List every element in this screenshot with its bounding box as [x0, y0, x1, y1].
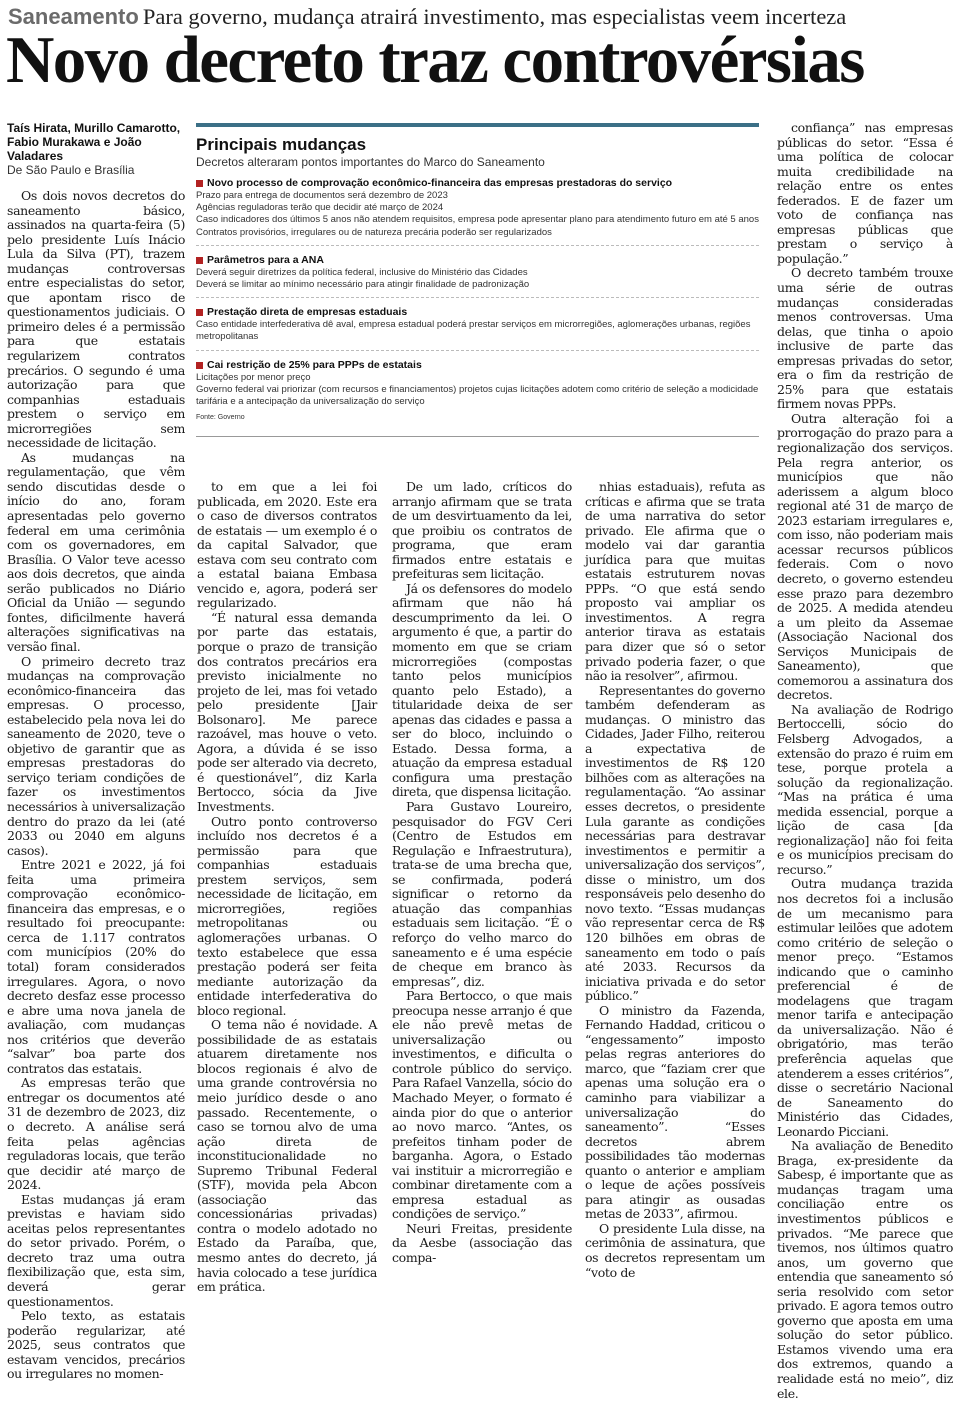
red-square-bullet-icon: [196, 257, 203, 264]
infobox-source: Fonte: Governo: [196, 414, 245, 422]
article-paragraph: Estas mudanças já eram previstas e haviam sido aceitas pelos representantes do setor privado. Porém, o decreto traz uma outra flexibilização que, esta sim, deverá gerar questionamentos.: [7, 1191, 185, 1309]
article-paragraph: O ministro da Fazenda, Fernando Haddad, criticou o “engessamento” imposto pelas regras anteriores do marco, que “faziam crer que apenas uma solução era o caminho para viabilizar a universalização do saneamento”. “Esses decretos abrem possibilidades tão modernas quanto o anterior e ampliam o leque de ações possíveis para atingir as ousadas metas de 2033”, afirmou.: [585, 1002, 765, 1222]
article-column-3: [392, 479, 572, 1265]
article-paragraph: “É natural essa demanda por parte das estatais, porque o prazo de transição dos contratos precários era previsto inicialmente no projeto de lei, mas foi vetado pelo presidente [Jair Bolsonaro]. Me parece razoável, mas houve o veto. Agora, a dúvida é se isso pode ser alterado via decreto, é questionável”, diz Karla Bertocco, sócia da Jive Investments.: [197, 609, 377, 815]
infobox-item: Licitações por menor preço: [196, 371, 311, 383]
infobox-item: Deverá se limitar ao mínimo necessário para atingir finalidade de padronização: [196, 279, 530, 291]
infobox-top-bar: [196, 123, 759, 127]
infobox-item: Governo federal vai priorizar (com recursos e financiamentos) projetos cujas licitações adotem como critério de seleção a modicidade tarifária e a antecipação da universalização do serviço: [196, 383, 759, 408]
article-column-2: [197, 479, 377, 1295]
infobox-section: [196, 177, 759, 246]
article-column-1: [7, 121, 185, 1382]
article-paragraph: Para Bertocco, o que mais preocupa nesse arranjo é que ele não prevê metas de universalização ou investimentos, e dificulta o controle público do serviço. Para Rafael Vanzella, sócio do Machado Meyer, o formato é ainda pior do que o anterior ao novo marco. “Antes, os prefeitos tinham poder de barganha. Agora, o Estado vai instituir a microrregião e combinar diretamente com a empresa estadual as condições de serviço.”: [392, 988, 572, 1222]
section-divider: [196, 245, 759, 246]
red-square-bullet-icon: [196, 180, 203, 187]
red-square-bullet-icon: [196, 309, 203, 316]
infobox-section: [196, 306, 759, 350]
section-label: Saneamento: [8, 4, 139, 29]
infobox-item: Prazo para entrega de documentos será dezembro de 2023: [196, 190, 448, 201]
infobox-item: Agências reguladoras terão que decidir até março de 2024: [196, 202, 444, 214]
article-paragraph: Já os defensores do modelo afirmam que não há descumprimento da lei. O argumento é que, a partir do momento em que se criam microrregiões (compostas tanto pelos municípios quanto pelo Estado), a titularidade deixa de ser apenas das cidades e passa a ser do bloco, incluindo o Estado. Dessa forma, a atuação da empresa estadual configura uma prestação direta, que dispensa licitação.: [392, 580, 572, 800]
infobox-item: Caso indicadores dos últimos 5 anos não atendem requisitos, empresa pode apresentar plano para atendimento futuro em até 5 anos: [196, 214, 759, 226]
infobox: [196, 123, 759, 437]
article-paragraph: to em que a lei foi publicada, em 2020. Este era o caso de diversos contratos de estatais — um exemplo é o da capital Salvador, que estava com seu contrato com a estatal baiana Embasa vencido e, agora, poderá ser regularizado.: [197, 479, 377, 611]
section-title-text: Cai restrição de 25% para PPPs de estatais: [207, 358, 422, 371]
infobox-section-title: [196, 306, 759, 319]
article-paragraph: O presidente Lula disse, na cerimônia de assinatura, que os decretos representam um “voto de: [585, 1220, 765, 1280]
article-paragraph: As empresas terão que entregar os documentos até 31 de dezembro de 2023, diz o decreto. A análise será feita pelas agências reguladoras locais, que terão que decidir até março de 2024.: [7, 1075, 185, 1193]
article-paragraph: As mudanças na regulamentação, que vêm sendo discutidas desde o início do ano, foram apresentadas pelo governo federal em uma cerimônia com os governadores, em Brasília. O Valor teve acesso aos dois decretos, que ainda serão publicados no Diário Oficial da União — segundo fontes, dificilmente haverá alterações significativas na versão final.: [7, 449, 185, 654]
article-paragraph: Outro ponto controverso incluído nos decretos é a permissão para que companhias estaduais prestem serviços, sem necessidade de licitação, em microrregiões, regiões metropolitanas ou aglomerações urbanas. O texto estabelece que essa prestação poderá ser feita mediante autorização da entidade interfederativa do bloco regional.: [197, 813, 377, 1018]
article-paragraph: Pelo texto, as estatais poderão regularizar, até 2025, seus contratos que estavam vencidos, precários ou irregulares no momen-: [7, 1308, 185, 1382]
article-paragraph: O tema não é novidade. A possibilidade de as estatais atuarem diretamente nos blocos regionais é alvo de uma grande controvérsia no meio jurídico desde o ano passado. Recentemente, o caso se tornou alvo de uma ação direta de inconstitucionalidade no Supremo Tribunal Federal (STF), movida pela Abcon (associação das concessionárias privadas) contra o modelo adotado no Estado da Paraíba, que, mesmo antes do decreto, já havia colocado a tese jurídica em prática.: [197, 1017, 377, 1295]
kicker-subtitle: Para governo, mudança atrairá investimento, mas especialistas veem incerteza: [142, 4, 847, 29]
headline: Novo decreto traz controvérsias: [6, 23, 864, 97]
article-paragraph: O decreto também trouxe uma série de outras mudanças consideradas menos controversas. Uma delas, que tinha o apoio inclusive de parte das empresas privadas do setor, era o fim da restrição de 25% para que estatais firmem novas PPPs.: [777, 265, 953, 412]
article-paragraph: Entre 2021 e 2022, já foi feita uma primeira comprovação econômico-financeira das empresas, e o resultado foi preocupante: cerca de 1.117 contratos com municípios (20% do total) foram considerados irregulares. Agora, o novo decreto desfaz esse processo e abre uma nova janela de avaliação, com mudanças nos critérios que deverão “salvar” boa parte dos contratos das estatais.: [7, 857, 185, 1076]
infobox-item: Caso entidade interfederativa dê aval, empresa estadual poderá prestar serviços em microrregiões, aglomerações urbanas, regiões metropolitanas: [196, 319, 751, 343]
section-title-text: Prestação direta de empresas estaduais: [207, 306, 408, 319]
infobox-section: [196, 254, 759, 298]
article-paragraph: Para Gustavo Loureiro, pesquisador do FGV Ceri (Centro de Estudos em Regulação e Infraestrutura), trata-se de uma brecha que, se confirmada, poderá significar o retorno da atuação das companhias estaduais sem licitação. “É o reforço do velho marco do saneamento e é uma espécie de cheque em branco às empresas”, diz.: [392, 799, 572, 989]
infobox-section-title: [196, 254, 759, 267]
section-title-text: Novo processo de comprovação econômico-financeira das empresas prestadoras do serviço: [207, 177, 673, 189]
byline-names: Taís Hirata, Murillo Camarotto, Fabio Murakawa e João Valadares: [7, 121, 181, 163]
article-paragraph: Na avaliação de Rodrigo Bertoccelli, sócio do Felsberg Advogados, a extensão do prazo é ruim em tese, porque protela a solução da regionalização. “Mas na prática é uma medida essencial, porque a lição de casa [da regionalização] não foi feita e os municípios precisam do recurso.”: [777, 701, 953, 877]
infobox-section: [196, 359, 759, 409]
infobox-item: Deverá seguir diretrizes da política federal, inclusive do Ministério das Cidades: [196, 266, 528, 278]
byline: [7, 121, 185, 177]
byline-place: De São Paulo e Brasília: [7, 163, 135, 177]
article-paragraph: Neuri Freitas, presidente da Aesbe (associação das compa-: [392, 1220, 572, 1265]
article-paragraph: Os dois novos decretos do saneamento básico, assinados na quarta-feira (5) pelo presidente Luís Inácio Lula da Silva (PT), trazem mudanças controversas entre especialistas do setor, que apontam risco de questionamentos judiciais. O primeiro deles é a permissão para que estatais regularizem contratos precários. O segundo é uma autorização para que companhias estaduais prestem o serviço em microrregiões sem necessidade de licitação.: [7, 188, 185, 451]
infobox-section-title: [196, 177, 759, 190]
article-paragraph: confiança” nas empresas públicas do setor. “Essa é uma política de colocar muita credibilidade na relação entre os entes federados. E de fazer um voto de confiança nas empresas públicas que prestam o serviço à população.”: [777, 120, 953, 266]
article-paragraph: Outra mudança trazida nos decretos foi a inclusão de um mecanismo para estimular leilões que adotem como critério de seleção o menor preço. “Estamos indicando que o caminho preferencial é de modelagens que tragam menor tarifa e antecipação da universalização. Não é obrigatório, mas terão preferência aquelas que atenderem a esses critérios”, disse o secretário Nacional de Saneamento do Ministério das Cidades, Leonardo Picciani.: [777, 876, 953, 1139]
red-square-bullet-icon: [196, 362, 203, 369]
article-column-4: [585, 479, 765, 1280]
section-divider: [196, 297, 759, 298]
infobox-title: Principais mudanças: [196, 135, 367, 154]
infobox-section-title: [196, 359, 759, 372]
article-paragraph: nhias estaduais), refuta as críticas e afirma que se trata de uma narrativa do setor privado. Ele afirma que o modelo vai dar garantia jurídica para que muitas estatais estruturem novas PPPs. “O que está sendo proposto vai ampliar os investimentos. A regra anterior tirava as estatais para dizer que só o setor privado poderia fazer, o que não ia resolver”, afirmou.: [585, 479, 765, 684]
infobox-subtitle: Decretos alteraram pontos importantes do Marco do Saneamento: [196, 155, 545, 169]
article-paragraph: O primeiro decreto traz mudanças na comprovação econômico-financeira das empresas. O processo, estabelecido pela nova lei do saneamento de 2020, teve o objetivo de garantir que as empresas prestadoras do serviço teriam condições de fazer os investimentos necessários à universalização dentro do prazo da lei (até 2033 ou 2040 em alguns casos).: [7, 653, 185, 858]
article-paragraph: Outra alteração foi a prorrogação do prazo para a regionalização dos serviços. Pela regra anterior, os municípios que não aderissem a algum bloco regional até 31 de março de 2023 estariam irregulares e, com isso, não poderiam mais acessar recursos públicos federais. Com o novo decreto, o governo estendeu esse prazo para dezembro de 2025. A medida atendeu a um pleito da Assemae (Associação Nacional dos Serviços Municipais de Saneamento), que comemorou a assinatura dos decretos.: [777, 410, 953, 703]
infobox-item: Contratos provisórios, irregulares ou de natureza precária poderão ser regularizados: [196, 226, 552, 238]
section-title-text: Parâmetros para a ANA: [207, 253, 324, 266]
col1-body: [7, 189, 185, 1382]
infobox-bottom-rule: [196, 436, 759, 437]
infobox-sections: [196, 177, 759, 408]
article-paragraph: De um lado, críticos do arranjo afirmam que se trata de um desvirtuamento da lei, que proibiu os contratos de programa, que eram firmados entre estatais e prefeituras sem licitação.: [392, 479, 572, 582]
article-column-5: [777, 120, 953, 1401]
article-paragraph: Na avaliação de Benedito Braga, ex-presidente da Sabesp, é importante que as mudanças tragam uma conciliação entre os investimentos públicos e privados. “Me parece que tivemos, nos últimos quatro anos, um governo que entendia que saneamento só seria resolvido com setor privado. E agora temos outro governo que aposta em uma solução do setor público. Estamos vivendo uma era dos extremos, quando a realidade está no meio”, diz ele.: [777, 1138, 953, 1401]
article-paragraph: Representantes do governo também defenderam as mudanças. O ministro das Cidades, Jader Filho, reiterou a expectativa de investimentos de R$ 120 bilhões com as alterações na regulamentação. “Ao assinar esses decretos, o presidente Lula garante as condições necessárias para destravar investimentos e permitir a universalização dos serviços”, disse o ministro, um dos responsáveis pelo desenho do novo texto. “Essas mudanças vão representar cerca de R$ 120 bilhões em obras de saneamento em todo o país até 2033. Recursos da iniciativa privada e do setor público.”: [585, 682, 765, 1004]
section-divider: [196, 350, 759, 351]
